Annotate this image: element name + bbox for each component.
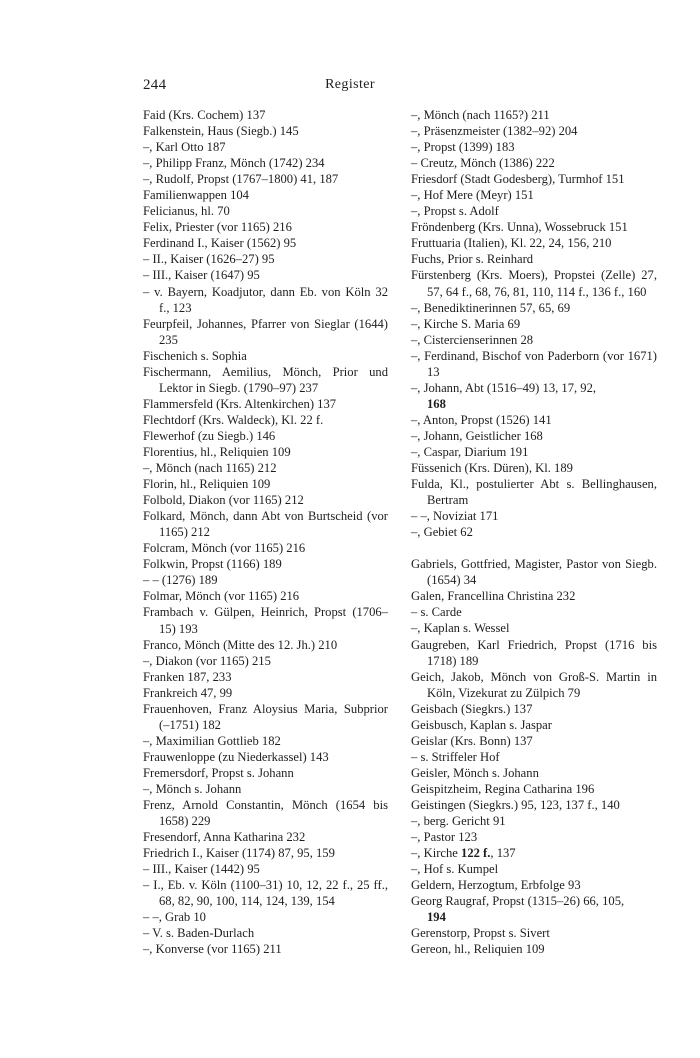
- index-entry: –, Maximilian Gottlieb 182: [143, 733, 281, 748]
- index-entry: Florin, hl., Reliquien 109: [143, 477, 271, 492]
- index-entry: Fischenich s. Sophia: [143, 348, 247, 363]
- index-entry: Frauwenloppe (zu Niederkassel) 143: [143, 749, 329, 764]
- index-entry: Friesdorf (Stadt Godesberg), Turmhof 151: [411, 172, 625, 187]
- index-entry: – Creutz, Mönch (1386) 222: [411, 156, 555, 171]
- index-entry: Gerenstorp, Propst s. Sivert: [411, 926, 550, 941]
- index-entry: –, Gebiet 62: [411, 525, 473, 540]
- index-entry: –, Konverse (vor 1165) 211: [143, 942, 282, 957]
- index-entry: Gaugreben, Karl Friedrich, Propst (1716 bis 1718) 189: [411, 637, 657, 668]
- index-entry: Florentius, hl., Reliquien 109: [143, 444, 291, 459]
- index-entry: –, Rudolf, Propst (1767–1800) 41, 187: [143, 172, 339, 187]
- index-entry: –, Propst (1399) 183: [411, 140, 515, 155]
- index-entry: – II., Kaiser (1626–27) 95: [143, 252, 275, 267]
- index-entry: –, Mönch (nach 1165) 212: [143, 461, 277, 476]
- index-entry: Geisler, Mönch s. Johann: [411, 765, 539, 780]
- index-entry: –, Johann, Abt (1516–49) 13, 17, 92, 168: [411, 380, 597, 411]
- index-entry: –, Anton, Propst (1526) 141: [411, 412, 552, 427]
- index-entry: –, Diakon (vor 1165) 215: [143, 653, 271, 668]
- index-entry: Fremersdorf, Propst s. Johann: [143, 765, 294, 780]
- index-entry: Folkard, Mönch, dann Abt von Burtscheid (vor 1165) 212: [143, 509, 388, 540]
- page-title: Register: [325, 77, 375, 92]
- index-entry: Felicianus, hl. 70: [143, 204, 230, 219]
- index-entry: –, Caspar, Diarium 191: [411, 444, 529, 459]
- index-entry: – –, Grab 10: [143, 910, 206, 925]
- index-entry: Fröndenberg (Krs. Unna), Wossebruck 151: [411, 220, 628, 235]
- index-column-right: [411, 107, 657, 957]
- index-entry: Geich, Jakob, Mönch von Groß-S. Martin in Köln, Vizekurat zu Zülpich 79: [411, 669, 657, 700]
- index-entry: Familienwappen 104: [143, 188, 249, 203]
- index-entry: Georg Raugraf, Propst (1315–26) 66, 105, 194: [411, 894, 625, 925]
- index-entry: –, berg. Gericht 91: [411, 814, 506, 829]
- index-entry: – –, Noviziat 171: [411, 509, 499, 524]
- index-entry: – s. Carde: [411, 605, 462, 620]
- index-entry: Folkwin, Propst (1166) 189: [143, 557, 282, 572]
- index-entry: –, Präsenzmeister (1382–92) 204: [411, 124, 578, 139]
- index-entry: Geislar (Krs. Bonn) 137: [411, 733, 533, 748]
- index-entry: Folbold, Diakon (vor 1165) 212: [143, 493, 304, 508]
- index-entry: Geisbach (Siegkrs.) 137: [411, 701, 533, 716]
- letter-separator: [411, 540, 657, 556]
- index-entry: – I., Eb. v. Köln (1100–31) 10, 12, 22 f., 25 ff., 68, 82, 90, 100, 114, 124, 139, 154: [143, 878, 388, 909]
- index-entry: Flechtdorf (Krs. Waldeck), Kl. 22 f.: [143, 412, 324, 427]
- index-entry: Galen, Francellina Christina 232: [411, 589, 576, 604]
- index-entry: –, Karl Otto 187: [143, 140, 226, 155]
- index-entry: –, Kirche S. Maria 69: [411, 316, 521, 331]
- index-entry: –, Ferdinand, Bischof von Paderborn (vor 1671) 13: [411, 348, 657, 379]
- index-entry: Faid (Krs. Cochem) 137: [143, 108, 266, 122]
- index-entry: – s. Striffeler Hof: [411, 749, 500, 764]
- index-entry: –, Mönch (nach 1165?) 211: [411, 108, 550, 122]
- index-column-left: [143, 107, 388, 957]
- index-entry: –, Hof Mere (Meyr) 151: [411, 188, 534, 203]
- index-entry: Friedrich I., Kaiser (1174) 87, 95, 159: [143, 846, 335, 861]
- index-entry: Felix, Priester (vor 1165) 216: [143, 220, 292, 235]
- index-entry: –, Propst s. Adolf: [411, 204, 499, 219]
- index-entry: –, Benediktinerinnen 57, 65, 69: [411, 300, 571, 315]
- index-entry: Feurpfeil, Johannes, Pfarrer von Sieglar (1644) 235: [143, 316, 388, 347]
- index-entry: –, Cistercienserinnen 28: [411, 332, 534, 347]
- page-number: 244: [143, 77, 167, 93]
- index-entry: –, Mönch s. Johann: [143, 781, 242, 796]
- index-entry: Fulda, Kl., postulierter Abt s. Bellinghausen, Bertram: [411, 477, 657, 508]
- index-entry: Ferdinand I., Kaiser (1562) 95: [143, 236, 297, 251]
- index-entry: Frauenhoven, Franz Aloysius Maria, Subprior (–1751) 182: [143, 701, 388, 732]
- index-entry: Füssenich (Krs. Düren), Kl. 189: [411, 461, 573, 476]
- index-entry: Gereon, hl., Reliquien 109: [411, 942, 545, 957]
- index-entry: Folmar, Mönch (vor 1165) 216: [143, 589, 300, 604]
- index-entry: Fruttuaria (Italien), Kl. 22, 24, 156, 210: [411, 236, 612, 251]
- index-entry: –, Johann, Geistlicher 168: [411, 428, 543, 443]
- index-entry: Fischermann, Aemilius, Mönch, Prior und Lektor in Siegb. (1790–97) 237: [143, 364, 388, 395]
- index-entry: Franco, Mönch (Mitte des 12. Jh.) 210: [143, 637, 338, 652]
- index-entry: Geispitzheim, Regina Catharina 196: [411, 781, 595, 796]
- index-entry: Geldern, Herzogtum, Erbfolge 93: [411, 878, 581, 893]
- index-entry: Flammersfeld (Krs. Altenkirchen) 137: [143, 396, 337, 411]
- index-entry: Frankreich 47, 99: [143, 685, 233, 700]
- index-entry: –, Pastor 123: [411, 830, 478, 845]
- index-entry: Franken 187, 233: [143, 669, 232, 684]
- index-entry: Falkenstein, Haus (Siegb.) 145: [143, 124, 299, 139]
- index-entry: –, Kaplan s. Wessel: [411, 621, 510, 636]
- index-entry: – III., Kaiser (1647) 95: [143, 268, 260, 283]
- index-entry: Geisbusch, Kaplan s. Jaspar: [411, 717, 552, 732]
- index-entry: Gabriels, Gottfried, Magister, Pastor von Siegb. (1654) 34: [411, 557, 657, 588]
- index-entry: – III., Kaiser (1442) 95: [143, 862, 260, 877]
- index-entry: –, Philipp Franz, Mönch (1742) 234: [143, 156, 325, 171]
- index-entry: Geistingen (Siegkrs.) 95, 123, 137 f., 140: [411, 797, 620, 812]
- index-entry: – – (1276) 189: [143, 573, 218, 588]
- index-entry: – V. s. Baden-Durlach: [143, 926, 255, 941]
- index-entry: Folcram, Mönch (vor 1165) 216: [143, 541, 306, 556]
- index-entry: –, Kirche 122 f., 137: [411, 846, 516, 861]
- index-entry: –, Hof s. Kumpel: [411, 862, 499, 877]
- index-entry: Frambach v. Gülpen, Heinrich, Propst (1706–15) 193: [143, 605, 388, 636]
- index-entry: – v. Bayern, Koadjutor, dann Eb. von Köln 32 f., 123: [143, 284, 388, 315]
- index-entry: Fuchs, Prior s. Reinhard: [411, 252, 534, 267]
- index-entry: Flewerhof (zu Siegb.) 146: [143, 428, 276, 443]
- index-entry: Fresendorf, Anna Katharina 232: [143, 830, 306, 845]
- index-entry: Frenz, Arnold Constantin, Mönch (1654 bis 1658) 229: [143, 798, 388, 829]
- index-entry: Fürstenberg (Krs. Moers), Propstei (Zelle) 27, 57, 64 f., 68, 76, 81, 110, 114 f., 136 f., 160: [411, 268, 657, 299]
